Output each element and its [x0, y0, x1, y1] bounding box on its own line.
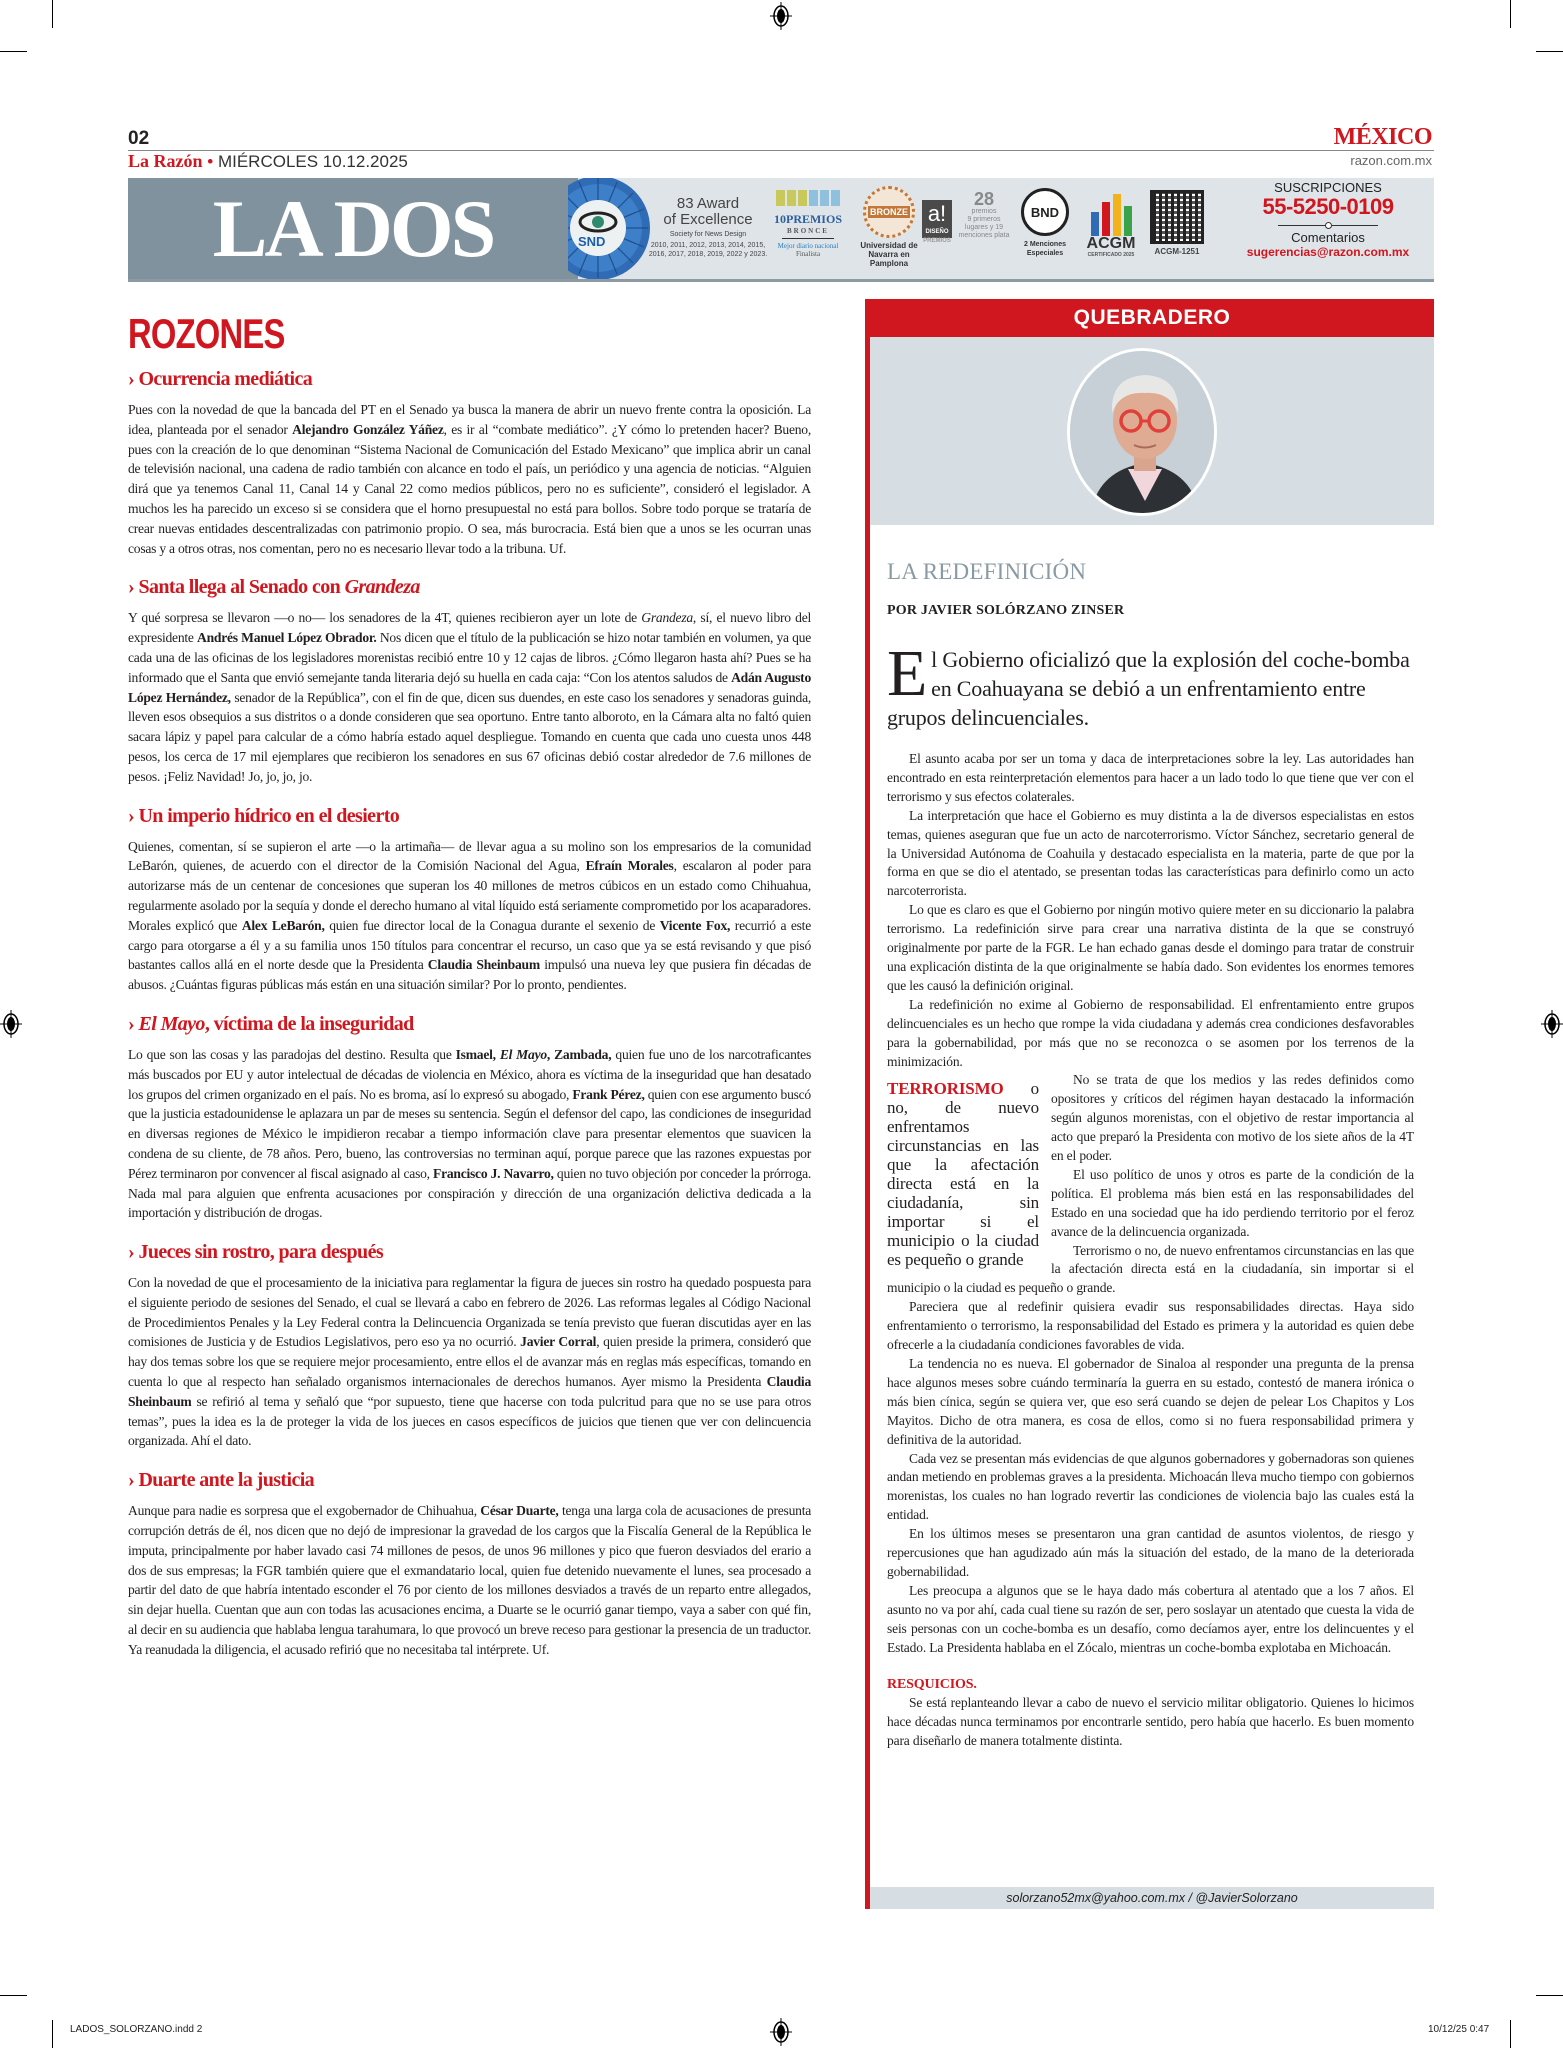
acgm-sub: CERTIFICADO 2025: [1087, 252, 1135, 258]
subscriptions-block: [1228, 180, 1428, 259]
premios-28-line2: 9 primeros lugares y 19 menciones plata: [958, 216, 1010, 239]
section-title-block: [128, 178, 578, 279]
author-photo-band: [870, 337, 1434, 525]
rozones-item: [128, 1013, 811, 1223]
rozones-item: [128, 805, 811, 995]
item-body: Con la novedad de que el procesamiento de la iniciativa para reglamentar la figura de jueces sin rostro ha quedado pospuesta para el siguiente periodo de sesiones del Senado, el cual se llevará a cabo en febrero de 2026. Las reformas legales al Código Nacional de Procedimientos Penales y la Ley Federal contra la Delincuencia Organizada se tenía previsto que fueran discutidas ayer en las comisiones de Justicia y de Estudios Legislativos, pero eso ya no ocurrió. Javier Corral, quien preside la primera, consideró que hay dos temas sobre los que se requiere mejor procesamiento, entre ellos el de avanzar más en reglas más específicas, tomando en cuenta lo que al respecto han señalado organismos internacionales de derechos humanos. Ayer mismo la Presidenta Claudia Sheinbaum se refirió al tema y señaló que “por supuesto, tiene que hacerse con toda pulcritud para que no se use para otros temas”, pues la idea es la de proteger la vida de los jueces en casos específicos de juicios que tienen que ver con delincuencia organizada. Ahí el dato.: [128, 1275, 811, 1449]
bronze-medal-icon: [863, 186, 915, 238]
snd-org: Society for News Design: [669, 231, 747, 238]
acgm-bars-icon: [1078, 194, 1144, 236]
comments-email[interactable]: sugerencias@razon.com.mx: [1246, 245, 1410, 259]
resquicios-text: Se está replanteando llevar a cabo de nuevo el servicio militar obligatorio. Quienes lo hicimos hace décadas nunca terminamos por encontrarle sentido, pero había que hacerlo. Es buen momento para diseñarlo de manera totalmente distinta.: [887, 1695, 1414, 1749]
bnd-label: 2 Menciones Especiales: [1023, 241, 1066, 257]
bronze-badge: BRONZE: [870, 207, 908, 217]
date: MIÉRCOLES 10.12.2025: [217, 152, 408, 171]
adiseno-sub: DISEÑO: [925, 229, 949, 235]
resquicios-label: RESQUICIOS.: [887, 1676, 977, 1692]
item-heading: › Un imperio hídrico en el desierto: [128, 804, 400, 827]
item-heading: › Santa llega al Senado con Grandeza: [128, 576, 420, 599]
section-banner: [128, 178, 1434, 282]
premios-10-level: BRONCE: [782, 227, 834, 239]
snd-award: [648, 196, 768, 259]
lede-text: l Gobierno oficializó que la explosión del coche-bomba en Coahuayana se debió a un enfrentamiento entre grupos delincuenciales.: [887, 647, 1410, 730]
dateline: [128, 151, 408, 172]
item-heading: › Ocurrencia mediática: [128, 368, 313, 390]
pull-quote-highlight: TERRORISMO: [887, 1079, 1004, 1099]
paragraph: El asunto acaba por ser un toma y daca de interpretaciones sobre la ley. Las autoridades han encontrado en esta reinterpretación elementos para hacer a un lado todo lo que tiene que ver con el terrorismo y sus efectos colaterales.: [887, 751, 1414, 804]
paragraph: En los últimos meses se presentaron una gran cantidad de asuntos violentos, de riesgo y repercusiones que han agudizado aún más la situación del estado, de la mano de la deteriorada gobernabilidad.: [887, 1526, 1414, 1579]
author-portrait-icon: [1070, 351, 1217, 516]
paragraph: Pareciera que al redefinir quisiera evadir sus responsabilidades directas. Haya sido enfrentamiento o terrorismo, la responsabilidad del Estado es primera y la autoridad es quien debe ofrecerle a la ciudadanía condiciones favorables de vida.: [887, 1299, 1414, 1353]
premios-10-line1: Mejor diario nacional: [777, 242, 839, 250]
rozones-item: [128, 1241, 811, 1451]
brand-name: La Razón: [128, 151, 203, 171]
byline: POR JAVIER SOLÓRZANO ZINSER: [887, 603, 1125, 618]
snd-headline-2: of Excellence: [663, 211, 753, 228]
crop-mark: [1536, 1995, 1563, 1996]
paragraph: La tendencia no es nueva. El gobernador de Sinaloa al responder una pregunta de la prensa hace algunos meses sobre cuándo terminaría la guerra en su estado, contestó de manera irónica o más bien cínica, según se quiera ver, que eso será cuando se dejen de pelear Los Chapitos y Los Mayitos. Dicho de otra manera, es cosa de ellos, como si no fuera responsabilidad primera y definitiva de la autoridad.: [887, 1356, 1414, 1447]
bnd-logo-text: BND: [1030, 204, 1060, 220]
slug-filename: LADOS_SOLORZANO.indd 2: [70, 2024, 203, 2035]
rozones-item: [128, 368, 811, 558]
crop-mark: [52, 2020, 53, 2048]
column-body: [887, 750, 1414, 1751]
snd-headline-1: 83 Award: [676, 195, 740, 212]
column-section-header: QUEBRADERO: [870, 299, 1434, 337]
malofiej-award: [853, 186, 925, 268]
item-heading: › El Mayo, víctima de la inseguridad: [128, 1012, 414, 1035]
adiseno-logo-text: a!: [927, 201, 947, 226]
paragraph: Cada vez se presentan más evidencias de que algunos gobernadores y gobernadoras son quienes andan metiendo en problemas graves a la presidenta. Michoacán lleva mucho tiempo con gobiernos morenistas, los cuales no han logrado revertir las condiciones de violencia bajo las cuales está la entidad.: [887, 1450, 1414, 1523]
comments-label: Comentarios: [1291, 230, 1365, 245]
subscriptions-label: SUSCRIPCIONES: [1274, 180, 1382, 195]
adiseno-award: [918, 200, 956, 244]
premios-10-title: 10PREMIOS: [773, 212, 842, 226]
slug-timestamp: 10/12/25 0:47: [1428, 2024, 1490, 2035]
crop-mark: [1510, 2020, 1511, 2048]
pull-quote-text: o no, de nuevo enfrentamos circunstancias en las que la afectación directa está en la ciudadanía, sin importar si el municipio o la ciudad es pequeño o grande: [887, 1079, 1039, 1270]
author-contact[interactable]: solorzano52mx@yahoo.com.mx / @JavierSolorzano: [870, 1887, 1434, 1909]
paragraph: No se trata de que los medios y las redes definidos como opositores y críticos del régimen hayan destacado la información según algunos morenistas, con el objetivo de restar importancia al acto que preparó la Presidenta con motivo de los siete años de la 4T en el poder.: [1051, 1072, 1414, 1164]
crop-mark: [1536, 51, 1563, 52]
rozones-title: ROZONES: [128, 310, 285, 357]
paragraph: Lo que es claro es que el Gobierno por ningún motivo quiere meter en su diccionario la palabra terrorismo. La redefinición sirve para crear una narrativa distinta de la que se construyó originalmente por parte de la FGR. Le han echado ganas desde el domingo para tratar de construir una explicación distinta de la que originalmente se había dado. Son evidentes los enormes temores que les causó la definición original.: [887, 902, 1414, 993]
registration-mark-icon: [770, 2, 792, 30]
premios-bars-icon: [758, 190, 858, 206]
qr-code[interactable]: [1148, 190, 1206, 256]
premios-10-award: [758, 190, 858, 258]
paragraph: El uso político de unos y otros es parte de la condición de la política. El problema más bien está en las responsabilidades del Estado en una sociedad que ha ido perdiendo territorio por el feroz avance de la delincuencia organizada.: [1051, 1166, 1414, 1239]
premios-28-line1: premios: [971, 208, 997, 215]
bnd-seal-icon: [1021, 188, 1069, 236]
acgm-logo: ACGM: [1086, 235, 1136, 252]
paragraph: La interpretación que hace el Gobierno es muy distinta a la de diversos especialistas en estos temas, quienes aseguran que fue un acto de narcoterrorismo. Víctor Sánchez, secretario general de la Universidad Autónoma de Coahuila y destacado especialista en la materia, parte de que por la forma en que se dio el atentado, se presentan todas las características para definirlo como un acto narcoterrorista.: [887, 807, 1414, 899]
malofiej-label: Universidad de Navarra en Pamplona: [860, 241, 918, 268]
premios-10-line2: Finalista: [795, 250, 821, 258]
quebradero-column: [865, 299, 1434, 1909]
item-body: Y qué sorpresa se llevaron —o no— los senadores de la 4T, quienes recibieron ayer un lote de Grandeza, sí, el nuevo libro del expresidente Andrés Manuel López Obrador. Nos dicen que el título de la publicación se hizo notar también en volumen, ya que cada una de las oficinas de los legisladores morenistas recibió entre 10 y 12 cajas de libros. ¿Cómo llegaron hasta ahí? Pues se ha informado que el Santa que envió semejante tanda literaria dejó su huella en cada caja: “Con los atentos saludos de Adán Augusto López Hernández, senador de la República”, con el fin de que, dicen sus duendes, en este caso los senadores y senadoras guinda, lleven esos obsequios a sus distritos o a donde consideren que sea oportuno. Entre tanto alboroto, en la Cámara alta no faltó quien sacara lápiz y papel para calcular de a cómo habría estado aquel despliegue. Tomando en cuenta que cada uno cuesta unos 448 pesos, los cerca de 17 mil ejemplares que recibieron los senadores en sus 67 oficinas debió costar alrededor de 7.6 millones de pesos. ¡Feliz Navidad! Jo, jo, jo, jo.: [128, 610, 812, 784]
rozones-item: [128, 1469, 811, 1659]
section-title: LA DOS: [212, 182, 494, 274]
website-link[interactable]: razon.com.mx: [1350, 153, 1432, 168]
bnd-award: [1013, 188, 1077, 258]
lede: [887, 637, 1414, 732]
acgm-certification: [1078, 194, 1144, 258]
crop-mark: [1510, 0, 1511, 28]
item-body: Quienes, comentan, sí se supieron el arte —o la artimaña— de llevar agua a su molino son los empresarios de la comunidad LeBarón, quienes, de acuerdo con el director de la Comisión Nacional del Agua, Efraín Morales, escalaron al poder para autorizarse más de un centenar de concesiones que superan los 40 millones de metros cúbicos en un estado como Chihuahua, regularmente asolado por la sequía y donde el derecho humano al vital líquido está seriamente comprometido por los acaparadores. Morales explicó que Alex LeBarón, quien fue director local de la Conagua durante el sexenio de Vicente Fox, recurrió a este cargo para otorgarse a él y a su familia unos 150 títulos para concentrar el recurso, un caso que ya se está revisando y que pisó bastantes callos allá en el norte desde que la Presidenta Claudia Sheinbaum impulsó una nueva ley que pusiera fin décadas de abusos. ¿Cuántas figuras públicas más están en una situación similar? Por lo pronto, pendientes.: [128, 838, 812, 993]
adiseno-label: PREMIOS: [923, 238, 951, 244]
drop-cap: E: [887, 637, 928, 710]
item-body: Aunque para nadie es sorpresa que el exgobernador de Chihuahua, César Duarte, tenga una larga cola de acusaciones de presunta corrupción detrás de él, nos dicen que no dejó de impresionar la gravedad de los cargos que la Fiscalía General de la República le imputa, principalmente por haber lavado casi 74 millones de pesos, de unos 96 millones y pico que fueron desviados del erario a dos de sus empresas; la FGR también quiere que el exmandatario local, quien fue detenido nuevamente el lunes, sea procesado a partir del dato de que habría intentado esconder el 76 por ciento de los millones desviados a través de un reparto entre allegados, sin dejar huella. Cuentan que aun con todas las acusaciones encima, a Duarte se le ocurrió ganar tiempo, vaya a saber con qué fin, al decir en su audiencia que hablaba lengua tarahumara, lo que provocó un breve receso para gestionar la presencia de un traductor. Ya reanudada la diligencia, el acusado refirió que no necesitaba tal intérprete. Uf.: [128, 1503, 811, 1657]
adiseno-logo-icon: [922, 200, 952, 238]
premios-28-award: [956, 190, 1012, 240]
pull-quote: [887, 1079, 1039, 1269]
rozones-item: [128, 576, 811, 786]
page-number: 02: [128, 128, 150, 149]
svg-text:SND: SND: [578, 234, 606, 249]
premios-28-number: 28: [973, 189, 995, 209]
rozones-column: [128, 312, 811, 1678]
author-photo: [1067, 348, 1217, 516]
paragraph: La redefinición no exime al Gobierno de responsabilidad. El enfrentamiento entre grupos delincuenciales es un hecho que rompe la vida ciudadana y además crea condiciones desfavorables para la gobernabilidad, por más que no se reconozca o se asomen por los terrenos de la minimización.: [887, 996, 1414, 1069]
bullet: •: [207, 152, 214, 171]
item-body: Pues con la novedad de que la bancada del PT en el Senado ya busca la manera de abrir un nuevo frente contra la oposición. La idea, planteada por el senador Alejandro González Yáñez, es ir al “combate mediático”. ¿Y cómo lo pretenden hacer? Bueno, pues con la creación de lo que denominan “Sistema Nacional de Comunicación del Estado Mexicano” que implica abrir un canal de televisión nacional, una cadena de radio también con alcance en todo el país, un periódico y una agencia de noticias. “Alguien dirá que ya tenemos Canal 11, Canal 14 y Canal 22 como medios públicos, pero no es suficiente”, consideró el legislador. A muchos les ha parecido un exceso si se considera que el horno presupuestal no está para bollos. Sobre todo porque se trataría de crear nuevas entidades descentralizadas con patrimonio propio. O sea, más burocracia. Está bien que a unos se les ocurran unas cosas y a otros otras, nos comentan, pero no es necesario llevar todo a la tribuna. Uf.: [128, 402, 812, 556]
item-heading: › Duarte ante la justicia: [128, 1469, 315, 1492]
item-body: Lo que son las cosas y las paradojas del destino. Resulta que Ismael, El Mayo, Zambada, quien fue uno de los narcotraficantes más buscados por EU y autor intelectual de décadas de violencia en México, ahora es víctima de la inseguridad que han desatado los grupos del crimen organizado en el país. No es broma, así lo expresó su abogado, Frank Pérez, quien con ese argumento buscó que la justicia estadounidense le aplazara un par de meses su sentencia. Según el defensor del capo, las condiciones de inseguridad en diversas regiones de México le impidieron recabar a tiempo información clave para presentar elementos que suavicen la condena de su cliente, de 78 años. Pero, bueno, las controversias no terminan aquí, porque parece que las razones expuestas por Pérez terminaron por convencer al fiscal asignado al caso, Francisco J. Navarro, quien no tuvo objeción por conceder la prórroga. Nada mal para alguien que enfrenta acusaciones por conspiración y dirección de una organización delictiva dedicada a la importación y distribución de drogas.: [128, 1046, 812, 1221]
qr-label: ACGM-1251: [1154, 247, 1200, 256]
section-label: MÉXICO: [1333, 124, 1432, 150]
registration-mark-icon: [0, 1010, 22, 1038]
column-title: LA REDEFINICIÓN: [887, 559, 1087, 584]
paragraph: Terrorismo o no, de nuevo enfrentamos circunstancias en las que la afectación directa está en la ciudadanía, sin importar si el municipio o la ciudad es pequeño o grande.: [887, 1242, 1414, 1296]
registration-mark-icon: [770, 2018, 792, 2046]
snd-years: 2010, 2011, 2012, 2013, 2014, 2015, 2016, 2017, 2018, 2019, 2022 y 2023.: [648, 242, 768, 258]
item-heading: › Jueces sin rostro, para después: [128, 1241, 384, 1264]
paragraph: Les preocupa a algunos que se le haya dado más cobertura al atentado que a los 7 años. El asunto no va por ahí, cada cual tiene su razón de ser, pero soslayar un atentado que cuesta la vida de seis personas con un coche-bomba es un desafío, como decíamos ayer, entre los delincuentes y el Estado. La Presidenta hablaba en el Zócalo, mientras un coche-bomba explotaba en Michoacán.: [887, 1582, 1414, 1655]
qr-code-icon: [1150, 190, 1204, 244]
registration-mark-icon: [1541, 1010, 1563, 1038]
divider: [1278, 225, 1378, 226]
crop-mark: [0, 1995, 27, 1996]
subscriptions-phone[interactable]: 55-5250-0109: [1262, 194, 1394, 219]
crop-mark: [0, 51, 27, 52]
crop-mark: [52, 0, 53, 28]
